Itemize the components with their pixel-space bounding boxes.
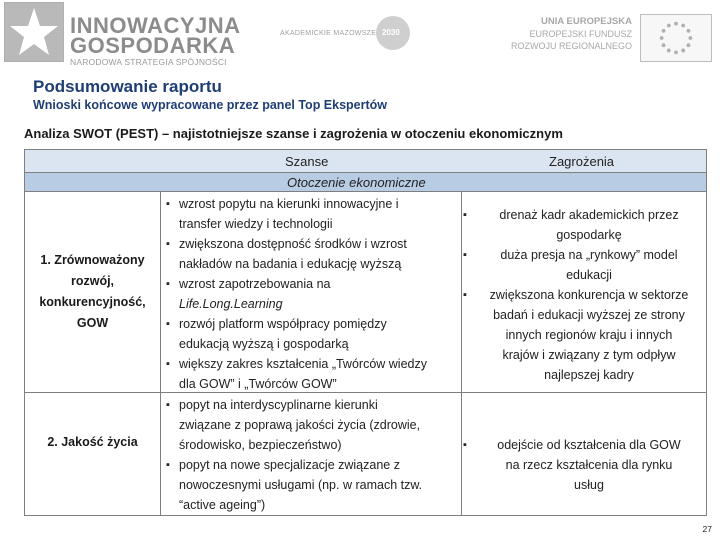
- list-item: ▪ zwiększona dostępność środków i wzrost nakładów na badania i edukację wyższą: [165, 234, 465, 274]
- threats-list-row1: [462, 205, 702, 385]
- threats-list-row2: [462, 435, 702, 495]
- list-item: ▪ duża presja na „rynkowy” model edukacji: [462, 245, 702, 285]
- akademickie-mazowsze-logo: [276, 14, 416, 54]
- column-divider: [160, 192, 161, 515]
- eu-fund-text: UNIA EUROPEJSKA EUROPEJSKI FUNDUSZ ROZWOJU REGIONALNEGO: [510, 16, 632, 51]
- col-header-threats: Zagrożenia: [549, 154, 615, 169]
- page-number: 27: [702, 524, 712, 534]
- list-item: ▪ większy zakres kształcenia „Twórców wiedzy dla GOW” i „Twórców GOW”: [165, 354, 465, 394]
- list-item: ▪ drenaż kadr akademickich przez gospodarkę: [462, 205, 702, 245]
- ig-star-mark-icon: [4, 2, 64, 62]
- am-text: AKADEMICKIE MAZOWSZE: [280, 30, 377, 37]
- table-header-row: [25, 150, 706, 173]
- list-item: ▪ wzrost zapotrzebowania na Life.Long.Learning: [165, 274, 465, 314]
- ig-title: INNOWACYJNA GOSPODARKA: [70, 13, 241, 58]
- header-logos: [0, 0, 720, 72]
- am-circle-icon: 2030: [376, 16, 410, 50]
- list-item: ▪ wzrost popytu na kierunki innowacyjne i transfer wiedzy i technologii: [165, 194, 465, 234]
- eu-flag-icon: [640, 14, 712, 62]
- swot-table: [24, 149, 707, 516]
- opportunities-list-row1: [165, 194, 465, 394]
- slide-title: Podsumowanie raportu: [33, 77, 222, 96]
- list-item: ▪ odejście od kształcenia dla GOW na rzecz kształcenia dla rynku usług: [462, 435, 702, 495]
- list-item: ▪ zwiększona konkurencja w sektorze badań i edukacji wyższej ze strony innych regionów kraju i innych krajów i związany z tym odpływ najlepszej kadry: [462, 285, 702, 385]
- list-item: ▪ rozwój platform współpracy pomiędzy edukacją wyższą i gospodarką: [165, 314, 465, 354]
- row-label-quality-of-life: 2. Jakość życia: [47, 435, 138, 449]
- col-header-opportunities: Szanse: [285, 154, 329, 169]
- opportunities-list-row2: [165, 395, 465, 515]
- table-subheader-row: [25, 173, 706, 192]
- footer: [0, 523, 720, 540]
- list-item: ▪ popyt na interdyscyplinarne kierunki związane z poprawą jakości życia (zdrowie, środowisko, bezpieczeństwo): [165, 395, 465, 455]
- ig-subtitle: NARODOWA STRATEGIA SPÓJNOŚCI: [70, 57, 227, 67]
- slide-subtitle: Wnioski końcowe wypracowane przez panel Top Ekspertów: [33, 98, 388, 112]
- subheader-economic-environment: Otoczenie ekonomiczne: [287, 175, 426, 190]
- innowacyjna-gospodarka-logo: [4, 2, 304, 68]
- row-label-sustainable-development: 1. Zrównoważony rozwój, konkurencyjność, GOW: [39, 253, 146, 330]
- list-item: ▪ popyt na nowe specjalizacje związane z nowoczesnymi usługami (np. w ramach tzw. “active ageing”): [165, 455, 465, 515]
- section-heading: Analiza SWOT (PEST) – najistotniejsze szanse i zagrożenia w otoczeniu ekonomicznym: [24, 126, 563, 141]
